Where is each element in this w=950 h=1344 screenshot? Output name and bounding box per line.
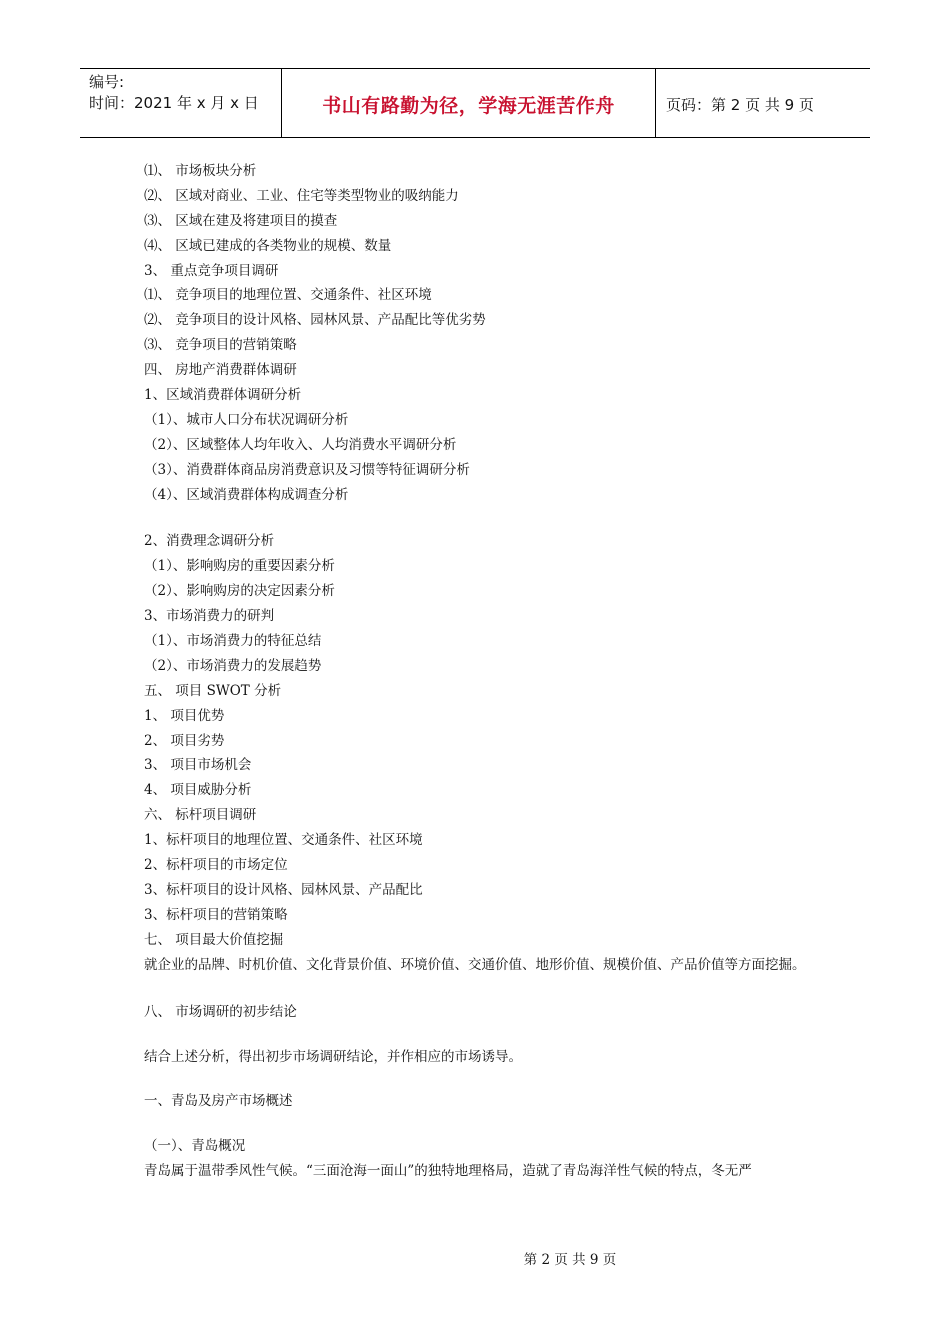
page-header	[80, 68, 870, 138]
subsection-heading: （一）、青岛概况	[144, 1138, 246, 1155]
outline-item: （3）、消费群体商品房消费意识及习惯等特征调研分析	[144, 461, 470, 478]
outline-item: 1、标杆项目的地理位置、交通条件、社区环境	[144, 832, 423, 849]
paragraph: 就企业的品牌、时机价值、文化背景价值、环境价值、交通价值、地形价值、规模价值、产品价值等方面挖掘。	[144, 956, 806, 973]
footer-page-number: 第 2 页 共 9 页	[523, 1252, 617, 1268]
section-heading: 七、 项目最大价值挖掘	[144, 931, 284, 948]
outline-item: （4）、区域消费群体构成调查分析	[144, 486, 349, 503]
header-motto: 书山有路勤为径，学海无涯苦作舟	[322, 95, 615, 117]
outline-item: ⑵、 区域对商业、工业、住宅等类型物业的吸纳能力	[144, 187, 459, 204]
outline-item: 3、标杆项目的营销策略	[144, 906, 288, 923]
outline-item: （2）、市场消费力的发展趋势	[144, 657, 322, 674]
outline-item: 3、标杆项目的设计风格、园林风景、产品配比	[144, 881, 423, 898]
outline-item: ⑶、 竞争项目的营销策略	[144, 337, 297, 354]
header-motto-cell	[282, 69, 656, 137]
section-heading: 八、 市场调研的初步结论	[144, 1003, 297, 1020]
section-heading: 一、青岛及房产市场概述	[144, 1093, 293, 1110]
blank-line	[144, 1069, 809, 1089]
outline-item: 2、 项目劣势	[144, 732, 225, 749]
outline-item: ⑵、 竞争项目的设计风格、园林风景、产品配比等优劣势	[144, 312, 486, 329]
outline-item: 1、 项目优势	[144, 707, 225, 724]
outline-item: （1）、城市人口分布状况调研分析	[144, 411, 349, 428]
document-date: 时间：2021 年 x 月 x 日	[89, 94, 259, 112]
blank-line	[144, 1025, 809, 1045]
document-number-label: 编号:	[89, 73, 125, 91]
outline-item: 2、标杆项目的市场定位	[144, 857, 288, 874]
outline-item: ⑶、 区域在建及将建项目的摸查	[144, 212, 338, 229]
section-heading: 六、 标杆项目调研	[144, 807, 257, 824]
blank-line	[144, 978, 809, 1000]
section-heading: 五、 项目 SWOT 分析	[144, 682, 282, 699]
header-page-info: 页码：第 2 页 共 9 页	[666, 96, 814, 114]
page-footer	[0, 1248, 950, 1268]
paragraph: 结合上述分析，得出初步市场调研结论，并作相应的市场诱导。	[144, 1048, 522, 1065]
outline-item: （2）、影响购房的决定因素分析	[144, 583, 335, 600]
document-body	[144, 159, 809, 1184]
outline-item: 4、 项目威胁分析	[144, 782, 252, 799]
blank-line	[144, 1114, 809, 1134]
outline-item: 3、 项目市场机会	[144, 757, 252, 774]
paragraph: 青岛属于温带季风性气候。“三面沧海一面山”的独特地理格局，造就了青岛海洋性气候的特点，冬无严	[144, 1163, 752, 1180]
outline-item: （1）、影响购房的重要因素分析	[144, 558, 335, 575]
header-right-cell	[656, 69, 870, 137]
outline-heading: 2、消费理念调研分析	[144, 533, 275, 550]
outline-item: ⑴、 竞争项目的地理位置、交通条件、社区环境	[144, 287, 432, 304]
outline-item: ⑷、 区域已建成的各类物业的规模、数量	[144, 237, 392, 254]
section-heading: 四、 房地产消费群体调研	[144, 362, 297, 379]
outline-item: （2）、区域整体人均年收入、人均消费水平调研分析	[144, 436, 457, 453]
outline-item: ⑴、 市场板块分析	[144, 163, 257, 179]
outline-heading: 3、 重点竞争项目调研	[144, 262, 279, 279]
blank-line	[144, 507, 809, 529]
outline-heading: 3、市场消费力的研判	[144, 608, 275, 625]
header-left-cell	[80, 69, 282, 137]
outline-heading: 1、区域消费群体调研分析	[144, 387, 302, 404]
outline-item: （1）、市场消费力的特征总结	[144, 633, 322, 650]
